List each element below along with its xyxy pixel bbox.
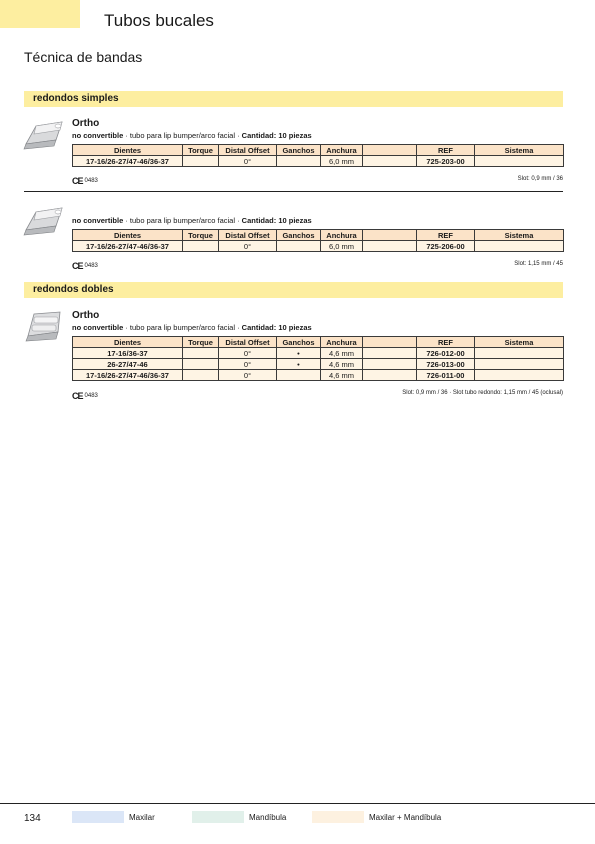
legend-item-mandibula: [192, 811, 286, 823]
col-header: REF: [417, 230, 475, 241]
cell-blank: [363, 348, 417, 359]
cell-distal-offset: 0°: [219, 359, 277, 370]
cell-teeth: 17-16/26-27/47-46/36-37: [73, 156, 183, 167]
ce-mark: CE 0483: [72, 261, 98, 271]
cell-width: 4,6 mm: [321, 370, 363, 381]
product-name: Ortho: [72, 118, 100, 129]
table-header-row: [73, 337, 564, 348]
col-header: Anchura: [321, 337, 363, 348]
cell-ref: 726-013-00: [417, 359, 475, 370]
col-header: [363, 230, 417, 241]
col-header: Ganchos: [277, 230, 321, 241]
cell-teeth: 17-16/36-37: [73, 348, 183, 359]
col-header: REF: [417, 337, 475, 348]
buccal-tube-image: [22, 118, 66, 154]
cell-system: [475, 359, 564, 370]
ce-icon: CE: [72, 391, 83, 401]
table-row: [73, 348, 564, 359]
table-header-row: [73, 145, 564, 156]
cell-system: [475, 241, 564, 252]
double-buccal-tube-image: [22, 308, 66, 344]
ce-mark: CE 0483: [72, 176, 98, 186]
cell-torque: [183, 370, 219, 381]
col-header: [363, 337, 417, 348]
table-row: [73, 241, 564, 252]
cell-torque: [183, 359, 219, 370]
cell-distal-offset: 0°: [219, 370, 277, 381]
cell-width: 4,6 mm: [321, 359, 363, 370]
col-header: Dientes: [73, 145, 183, 156]
cell-hooks: •: [277, 348, 321, 359]
col-header: Distal Offset: [219, 145, 277, 156]
legend-swatch: [312, 811, 364, 823]
col-header: REF: [417, 145, 475, 156]
cell-torque: [183, 156, 219, 167]
cell-blank: [363, 156, 417, 167]
buccal-tube-image: [22, 204, 66, 240]
col-header: Sistema: [475, 230, 564, 241]
legend-label: Maxilar + Mandíbula: [369, 812, 442, 822]
col-header: Torque: [183, 337, 219, 348]
cell-torque: [183, 241, 219, 252]
section-bar-simple: redondos simples: [24, 91, 563, 107]
table-row: [73, 359, 564, 370]
legend-label: Mandíbula: [249, 812, 287, 822]
cell-teeth: 17-16/26-27/47-46/36-37: [73, 370, 183, 381]
col-header: Distal Offset: [219, 230, 277, 241]
col-header: Dientes: [73, 337, 183, 348]
cell-teeth: 17-16/26-27/47-46/36-37: [73, 241, 183, 252]
cell-teeth: 26-27/47-46: [73, 359, 183, 370]
cell-distal-offset: 0°: [219, 348, 277, 359]
col-header: Sistema: [475, 145, 564, 156]
ce-icon: CE: [72, 176, 83, 186]
cell-hooks: [277, 241, 321, 252]
cell-system: [475, 156, 564, 167]
cell-ref: 726-012-00: [417, 348, 475, 359]
footer-divider: [0, 803, 595, 804]
cell-width: 6,0 mm: [321, 156, 363, 167]
cell-torque: [183, 348, 219, 359]
legend-swatch: [192, 811, 244, 823]
cell-blank: [363, 370, 417, 381]
col-header: [363, 145, 417, 156]
ce-mark: CE 0483: [72, 391, 98, 401]
product-name: Ortho: [72, 310, 100, 321]
col-header: Ganchos: [277, 145, 321, 156]
cell-ref: 726-011-00: [417, 370, 475, 381]
product-description: no convertible · tubo para lip bumper/arco facial · Cantidad: 10 piezas: [72, 323, 312, 332]
cell-blank: [363, 359, 417, 370]
slot-note: Slot: 1,15 mm / 45: [514, 261, 563, 267]
product-description: no convertible · tubo para lip bumper/arco facial · Cantidad: 10 piezas: [72, 131, 312, 140]
slot-note: Slot: 0,9 mm / 36: [517, 176, 563, 182]
cell-ref: 725-203-00: [417, 156, 475, 167]
slot-note: Slot: 0,9 mm / 36 · Slot tubo redondo: 1,15 mm / 45 (oclusal): [402, 390, 563, 396]
cell-hooks: [277, 370, 321, 381]
spec-table: [72, 229, 564, 252]
spec-table: [72, 336, 564, 381]
col-header: Torque: [183, 230, 219, 241]
page-title: Tubos bucales: [104, 11, 214, 30]
cell-ref: 725-206-00: [417, 241, 475, 252]
col-header: Ganchos: [277, 337, 321, 348]
cell-blank: [363, 241, 417, 252]
cell-system: [475, 348, 564, 359]
table-row: [73, 156, 564, 167]
cell-distal-offset: 0°: [219, 156, 277, 167]
legend-label: Maxilar: [129, 812, 155, 822]
page-subtitle: Técnica de bandas: [24, 49, 143, 65]
col-header: Anchura: [321, 230, 363, 241]
cell-width: 6,0 mm: [321, 241, 363, 252]
legend-item-maxilar: [72, 811, 155, 823]
col-header: Anchura: [321, 145, 363, 156]
header-tab: [0, 0, 80, 28]
page-number: 134: [24, 813, 41, 824]
product-description: no convertible · tubo para lip bumper/arco facial · Cantidad: 10 piezas: [72, 216, 312, 225]
cell-hooks: [277, 156, 321, 167]
col-header: Sistema: [475, 337, 564, 348]
col-header: Distal Offset: [219, 337, 277, 348]
divider: [24, 191, 563, 192]
spec-table: [72, 144, 564, 167]
table-header-row: [73, 230, 564, 241]
cell-system: [475, 370, 564, 381]
table-row: [73, 370, 564, 381]
cell-distal-offset: 0°: [219, 241, 277, 252]
legend-swatch: [72, 811, 124, 823]
col-header: Torque: [183, 145, 219, 156]
cell-width: 4,6 mm: [321, 348, 363, 359]
section-bar-double: redondos dobles: [24, 282, 563, 298]
legend-item-maxilar-mandibula: [312, 811, 441, 823]
col-header: Dientes: [73, 230, 183, 241]
ce-icon: CE: [72, 261, 83, 271]
cell-hooks: •: [277, 359, 321, 370]
